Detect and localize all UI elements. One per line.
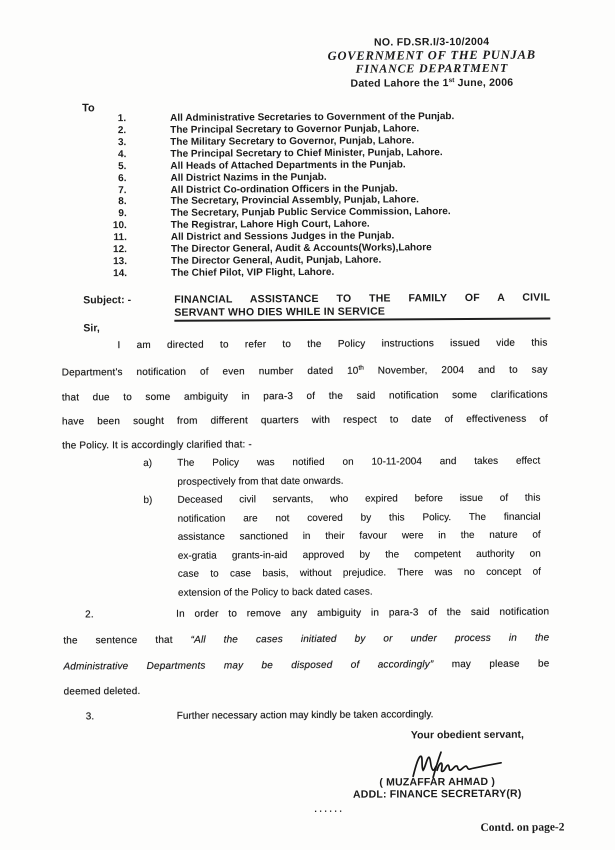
- addressee-number: 5.: [118, 160, 127, 172]
- paragraph-line: I am directed to refer to the Policy instructions issued vide this: [117, 337, 548, 352]
- quoted-italic-segment: “All the cases initiated by or under process in the: [190, 632, 550, 646]
- paragraph-line: the Policy. It is accordingly clarified that: -: [62, 439, 252, 452]
- paragraph-line: [63, 625, 549, 654]
- line-segment: November, 2004 and to say: [363, 364, 548, 377]
- government-title: GOVERNMENT OF THE PUNJAB: [327, 47, 536, 63]
- subject-label: Subject: -: [83, 294, 132, 307]
- paragraph-line: [63, 651, 549, 680]
- dotted-marks: ......: [314, 803, 345, 814]
- clause-b-text: [177, 490, 541, 603]
- addressee-number: 14.: [113, 268, 128, 280]
- line-segment: may please be: [433, 658, 550, 670]
- addressee-text: The Principal Secretary to Governor Punjab, Lahore.: [170, 123, 420, 136]
- paragraph-2-number: 2.: [85, 609, 94, 621]
- paragraph-3: [64, 706, 550, 726]
- addressee-number: 1.: [117, 113, 127, 125]
- valediction: Your obedient servant,: [410, 728, 524, 742]
- addressee-number: 10.: [112, 220, 127, 232]
- addressee-number: 13.: [113, 256, 128, 268]
- to-label: To: [82, 102, 95, 115]
- addressee-text: The Chief Pilot, VIP Flight, Lahore.: [171, 266, 335, 279]
- clause-line: extension of the Policy to back dated cases.: [177, 586, 373, 599]
- paragraph-line: that due to some ambiguity in para-3 of the said notification some clarifications: [61, 389, 548, 404]
- addressee-text: All Heads of Attached Departments in the Punjab.: [170, 159, 406, 172]
- line-segment: Department's notification of even number dated 10: [61, 365, 359, 379]
- signatory-title: ADDL: FINANCE SECRETARY(R): [352, 787, 522, 801]
- addressee-text: All District Co-ordination Officers in the Punjab.: [170, 182, 398, 196]
- paragraph-line: deemed deleted.: [63, 686, 141, 698]
- continued-note: Contd. on page-2: [480, 821, 565, 834]
- addressee-number: 12.: [112, 244, 127, 256]
- paragraph-line: [64, 706, 550, 726]
- addressee-number: 8.: [118, 196, 127, 208]
- quoted-italic-segment: Administrative Departments may be disposed of accordingly”: [63, 658, 434, 673]
- clause-line: notification are not covered by this Policy. The financial: [177, 511, 541, 525]
- date-text: Dated Lahore the 1: [350, 77, 449, 90]
- paragraph-3-number: 3.: [85, 711, 95, 723]
- signatory-name: ( MUZAFFAR AHMAD ): [379, 775, 496, 789]
- clause-b: [143, 490, 541, 603]
- letterhead: [306, 35, 558, 90]
- addressee-text: All Administrative Secretaries to Government of the Punjab.: [170, 111, 455, 124]
- date-line: [306, 74, 558, 90]
- addressee-number: 3.: [117, 136, 127, 148]
- addressee-item: [0, 265, 574, 280]
- paragraph-line: [62, 356, 548, 386]
- addressee-list: [0, 110, 574, 280]
- addressee-number: 2.: [117, 125, 127, 137]
- clause-a: [143, 453, 540, 492]
- clause-b-label: b): [143, 494, 153, 507]
- line-text: Further necessary action may kindly be taken accordingly.: [176, 709, 434, 722]
- signatory-block: [322, 777, 552, 801]
- addressee-number: 11.: [113, 232, 127, 244]
- addressee-text: The Director General, Audit, Punjab, Lahore.: [170, 254, 382, 267]
- subject-row: [83, 292, 550, 323]
- clause-line: prospectively from that date onwards.: [177, 475, 344, 488]
- addressee-number: 4.: [117, 148, 127, 160]
- addressee-text: The Director General, Audit & Accounts(Works),Lahore: [170, 242, 432, 255]
- date-ordinal: th: [358, 364, 364, 372]
- clause-line: assistance sanctioned in their favour were in the nature of: [177, 529, 541, 543]
- paragraph-line: [63, 600, 549, 629]
- reference-number: NO. FD.SR.I/3-10/2004: [373, 35, 490, 49]
- date-ordinal: st: [448, 77, 455, 85]
- clause-a-text: [177, 453, 540, 492]
- paragraph-line: have been sought from different quarters with respect to date of effectiveness of: [61, 413, 549, 428]
- clause-line: ex-gratia grants-in-aid approved by the competent authority on: [177, 548, 541, 562]
- addressee-text: The Military Secretary to Governor, Punjab, Lahore.: [170, 135, 415, 148]
- subject-text: [174, 292, 550, 322]
- clause-a-label: a): [143, 457, 153, 470]
- clause-line: Deceased civil servants, who expired before issue of this: [177, 492, 541, 506]
- date-tail: June, 2006: [454, 76, 514, 90]
- clause-line: case to case basis, without prejudice. There was no concept of: [177, 566, 541, 580]
- subject-line-1: FINANCIAL ASSISTANCE TO THE FAMILY OF A CIVIL: [174, 291, 551, 306]
- clarification-clauses: [143, 453, 541, 603]
- addressee-number: 7.: [118, 184, 127, 196]
- addressee-text: The Principal Secretary to Chief Minister, Punjab, Lahore.: [170, 146, 443, 160]
- salutation: Sir,: [83, 322, 100, 335]
- department-title: FINANCE DEPARTMENT: [355, 60, 509, 76]
- paragraph-2: [63, 600, 550, 706]
- opening-paragraph: [61, 332, 548, 459]
- addressee-text: The Registrar, Lahore High Court, Lahore.: [170, 218, 370, 232]
- line-segment: the sentence that: [63, 634, 191, 647]
- addressee-text: The Secretary, Punjab Public Service Commission, Lahore.: [170, 206, 451, 220]
- addressee-text: All District Nazims in the Punjab.: [170, 171, 327, 184]
- addressee-text: All District and Sessions Judges in the Punjab.: [170, 230, 395, 244]
- subject-line-2: SERVANT WHO DIES WHILE IN SERVICE: [174, 304, 550, 322]
- clause-line: The Policy was notified on 10-11-2004 and takes effect: [177, 455, 541, 469]
- addressee-number: 6.: [118, 172, 127, 184]
- line-text: In order to remove any ambiguity in para-3 of the said notification: [176, 606, 550, 620]
- addressee-number: 9.: [118, 208, 127, 220]
- addressee-text: The Secretary, Provincial Assembly, Punjab, Lahore.: [170, 194, 419, 208]
